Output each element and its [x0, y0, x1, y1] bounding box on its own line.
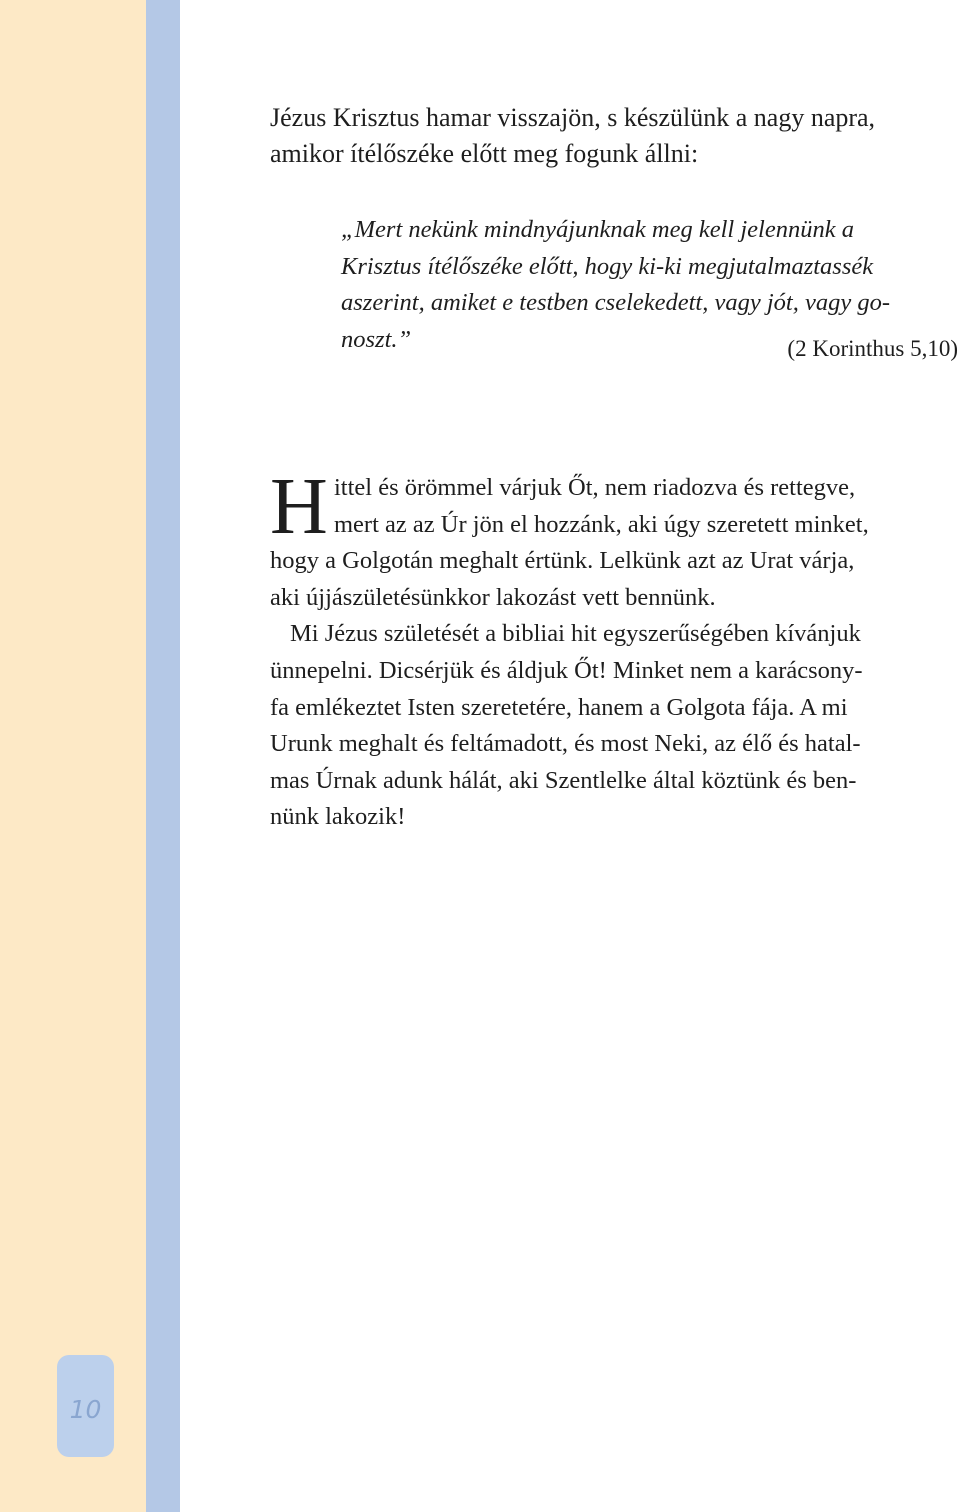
scripture-citation: (2 Korinthus 5,10) — [787, 336, 958, 361]
body-line: Urunk meghalt és feltámadott, és most Neki, az élő és hatal- — [270, 730, 861, 758]
quote-line: „Mert nekünk mindnyájunknak meg kell jelennünk a — [341, 216, 854, 243]
drop-cap-letter: H — [270, 463, 328, 551]
intro-line: amikor ítélőszéke előtt meg fogunk állni: — [270, 139, 699, 168]
body-line: mas Úrnak adunk hálát, aki Szentlelke által köztünk és ben- — [270, 766, 857, 794]
quote-line: noszt.” — [341, 325, 412, 353]
body-line: ittel és örömmel várjuk Őt, nem riadozva és rettegve, — [334, 474, 856, 501]
intro-line: Jézus Krisztus hamar visszajön, s készülünk a nagy napra, — [270, 103, 876, 132]
body-line: hogy a Golgotán meghalt értünk. Lelkünk azt az Urat várja, — [270, 547, 855, 575]
dropcap-block — [270, 463, 960, 551]
intro-paragraph — [270, 100, 960, 172]
quote-line: aszerint, amiket e testben cselekedett, vagy jót, vagy go- — [341, 289, 891, 316]
body-paragraph — [270, 463, 960, 836]
body-line: Mi Jézus születését a bibliai hit egyszerűségében kívánjuk — [290, 620, 861, 648]
body-line: fa emlékeztet Isten szeretetére, hanem a Golgota fája. A mi — [270, 693, 848, 721]
body-line: mert az az Úr jön el hozzánk, aki úgy szeretett minket, — [334, 510, 869, 538]
body-line: aki újjászületésünkkor lakozást vett bennünk. — [270, 583, 716, 611]
cream-margin-strip — [0, 0, 146, 1512]
quote-line: Krisztus ítélőszéke előtt, hogy ki-ki megjutalmaztassék — [341, 252, 874, 280]
blue-margin-strip — [146, 0, 180, 1512]
page-number: 10 — [69, 1395, 102, 1424]
body-line: ünnepelni. Dicsérjük és áldjuk Őt! Minket nem a karácsony- — [270, 656, 863, 684]
body-line: nünk lakozik! — [270, 803, 406, 831]
